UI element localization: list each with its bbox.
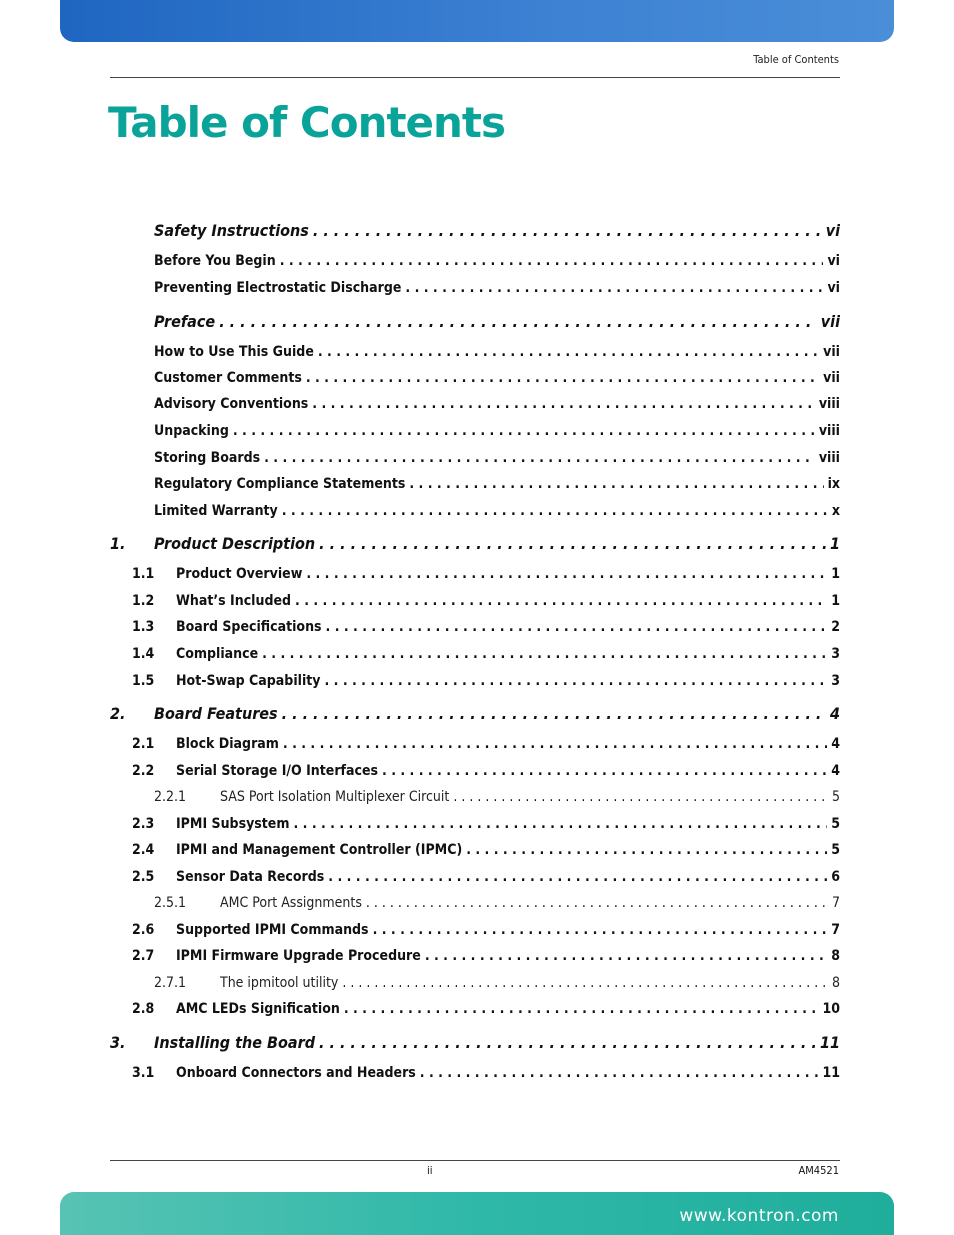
toc-entry-page: 7 (831, 895, 840, 911)
toc-entry-page: 6 (831, 869, 840, 885)
toc-entry-title: AMC Port Assignments (220, 895, 362, 911)
toc-entry-page: 10 (822, 1001, 840, 1017)
toc-entry-page: vi (825, 221, 840, 240)
toc-entry[interactable] (110, 842, 840, 858)
toc-entry-title: Board Specifications (176, 619, 322, 635)
toc-entry-title: Advisory Conventions (154, 396, 309, 412)
toc-entry-number: 1.5 (132, 673, 155, 689)
toc-leader-dots (326, 619, 828, 635)
toc-entry[interactable] (110, 396, 840, 412)
toc-entry-title: What’s Included (176, 593, 292, 609)
toc-leader-dots (366, 895, 828, 911)
toc-entry-page: vii (820, 312, 840, 331)
toc-entry-page: 3 (831, 646, 840, 662)
toc-entry[interactable] (110, 704, 840, 723)
toc-entry[interactable] (110, 534, 840, 553)
toc-entry-number: 3.1 (132, 1065, 155, 1081)
toc-entry-title: Block Diagram (176, 736, 279, 752)
toc-entry-number: 2.1 (132, 736, 155, 752)
toc-entry-page: 1 (831, 593, 840, 609)
toc-entry[interactable] (110, 312, 840, 331)
toc-entry[interactable] (110, 948, 840, 964)
toc-entry[interactable] (110, 895, 840, 911)
toc-entry-page: 1 (831, 566, 840, 582)
toc-entry[interactable] (110, 370, 840, 386)
toc-entry[interactable] (110, 566, 840, 582)
toc-entry[interactable] (110, 450, 840, 466)
toc-leader-dots (219, 312, 817, 331)
toc-entry-title: Preface (154, 312, 216, 331)
header-band (60, 0, 894, 42)
toc-leader-dots (420, 1065, 819, 1081)
toc-entry-page: 11 (822, 1065, 840, 1081)
toc-leader-dots (325, 673, 828, 689)
running-header: Table of Contents (753, 53, 839, 66)
toc-leader-dots (312, 396, 815, 412)
toc-entry-number: 1.2 (132, 593, 155, 609)
toc-entry[interactable] (110, 253, 840, 269)
toc-entry-title: The ipmitool utility (220, 975, 339, 991)
toc-leader-dots (306, 566, 827, 582)
toc-entry-number: 3. (110, 1033, 126, 1052)
toc-leader-dots (344, 1001, 819, 1017)
toc-entry-page: ix (827, 476, 840, 492)
toc-entry-title: IPMI and Management Controller (IPMC) (176, 842, 463, 858)
toc-entry-page: 11 (819, 1033, 840, 1052)
toc-entry-title: Compliance (176, 646, 259, 662)
toc-entry-number: 2.2 (132, 763, 155, 779)
toc-leader-dots (373, 922, 828, 938)
toc-entry[interactable] (110, 869, 840, 885)
toc-entry-title: Safety Instructions (154, 221, 309, 240)
toc-leader-dots (319, 534, 826, 553)
toc-entry-title: Regulatory Compliance Statements (154, 476, 406, 492)
toc-leader-dots (280, 253, 824, 269)
toc-entry[interactable] (110, 789, 840, 805)
header-rule (110, 77, 840, 78)
toc-leader-dots (453, 789, 828, 805)
toc-entry-title: Serial Storage I/O Interfaces (176, 763, 379, 779)
toc-entry-number: 2.5 (132, 869, 155, 885)
toc-entry-title: Board Features (154, 704, 278, 723)
toc-entry-page: x (831, 503, 840, 519)
toc-entry-title: IPMI Firmware Upgrade Procedure (176, 948, 421, 964)
toc-entry[interactable] (110, 646, 840, 662)
toc-entry-title: Before You Begin (154, 253, 276, 269)
toc-leader-dots (282, 503, 828, 519)
toc-entry-title: Product Overview (176, 566, 303, 582)
toc-entry-page: 4 (831, 763, 840, 779)
toc-entry-title: Installing the Board (154, 1033, 315, 1052)
toc-entry-number: 1.1 (132, 566, 155, 582)
toc-entry[interactable] (110, 1033, 840, 1052)
toc-entry-page: 3 (831, 673, 840, 689)
toc-entry-number: 2.7.1 (154, 975, 187, 991)
toc-entry-number: 2.7 (132, 948, 155, 964)
toc-leader-dots (342, 975, 828, 991)
toc-leader-dots (293, 816, 827, 832)
toc-leader-dots (295, 593, 827, 609)
toc-entry-page: 2 (831, 619, 840, 635)
toc-leader-dots (318, 344, 819, 360)
footer-rule (110, 1160, 840, 1161)
page-title: Table of Contents (108, 98, 506, 147)
toc-entry-title: Supported IPMI Commands (176, 922, 369, 938)
toc-entry-page: 5 (831, 842, 840, 858)
toc-entry[interactable] (110, 344, 840, 360)
toc-entry-title: AMC LEDs Signification (176, 1001, 340, 1017)
toc-entry[interactable] (110, 816, 840, 832)
toc-entry-page: 8 (831, 948, 840, 964)
toc-entry-page: 5 (831, 789, 840, 805)
toc-entry[interactable] (110, 975, 840, 991)
toc-entry[interactable] (110, 763, 840, 779)
toc-entry[interactable] (110, 673, 840, 689)
toc-entry-number: 1.4 (132, 646, 155, 662)
toc-entry-page: vii (823, 370, 840, 386)
toc-entry-page: 7 (831, 922, 840, 938)
toc-entry[interactable] (110, 221, 840, 240)
toc-entry-number: 2.2.1 (154, 789, 187, 805)
toc-entry-page: 1 (829, 534, 840, 553)
toc-entry[interactable] (110, 619, 840, 635)
toc-entry[interactable] (110, 476, 840, 492)
toc-entry[interactable] (110, 280, 840, 296)
toc-entry[interactable] (110, 1001, 840, 1017)
toc-leader-dots (328, 869, 827, 885)
toc-entry-title: Hot-Swap Capability (176, 673, 321, 689)
toc-entry-page: viii (818, 450, 840, 466)
toc-leader-dots (382, 763, 827, 779)
toc-entry-number: 2.4 (132, 842, 155, 858)
toc-entry[interactable] (110, 922, 840, 938)
toc-entry-title: SAS Port Isolation Multiplexer Circuit (220, 789, 450, 805)
toc-entry-title: How to Use This Guide (154, 344, 314, 360)
toc-leader-dots (283, 736, 827, 752)
toc-leader-dots (233, 423, 815, 439)
toc-entry-title: Customer Comments (154, 370, 302, 386)
footer-page-number: ii (427, 1164, 433, 1177)
toc-leader-dots (466, 842, 827, 858)
toc-entry[interactable] (110, 593, 840, 609)
toc-entry-page: 4 (829, 704, 840, 723)
footer-document-id: AM4521 (798, 1164, 839, 1177)
toc-entry-title: Preventing Electrostatic Discharge (154, 280, 402, 296)
toc-entry-number: 2.3 (132, 816, 155, 832)
toc-entry[interactable] (110, 423, 840, 439)
toc-leader-dots (282, 704, 826, 723)
toc-entry-page: 5 (831, 816, 840, 832)
toc-entry-title: Storing Boards (154, 450, 261, 466)
toc-entry-page: viii (818, 396, 840, 412)
toc-entry-title: Limited Warranty (154, 503, 278, 519)
toc-leader-dots (262, 646, 827, 662)
toc-entry-page: vi (827, 280, 840, 296)
toc-leader-dots (405, 280, 823, 296)
toc-entry-page: 4 (831, 736, 840, 752)
toc-entry[interactable] (110, 1065, 840, 1081)
toc-leader-dots (264, 450, 815, 466)
toc-entry-page: viii (818, 423, 840, 439)
toc-leader-dots (425, 948, 827, 964)
toc-entry-number: 2. (110, 704, 126, 723)
toc-entry-page: vi (827, 253, 840, 269)
toc-entry-number: 2.8 (132, 1001, 155, 1017)
toc-entry-title: Sensor Data Records (176, 869, 325, 885)
toc-leader-dots (306, 370, 819, 386)
website-link[interactable]: www.kontron.com (679, 1206, 839, 1226)
toc-entry[interactable] (110, 503, 840, 519)
toc-entry-page: 8 (831, 975, 840, 991)
toc-leader-dots (319, 1033, 816, 1052)
toc-leader-dots (313, 221, 822, 240)
toc-entry-number: 2.6 (132, 922, 155, 938)
toc-entry-page: vii (823, 344, 840, 360)
toc-entry[interactable] (110, 736, 840, 752)
toc-entry-title: IPMI Subsystem (176, 816, 290, 832)
toc-entry-title: Unpacking (154, 423, 229, 439)
toc-leader-dots (409, 476, 823, 492)
toc-entry-number: 1.3 (132, 619, 155, 635)
toc-entry-title: Onboard Connectors and Headers (176, 1065, 416, 1081)
toc-entry-title: Product Description (154, 534, 316, 553)
toc-entry-number: 1. (110, 534, 126, 553)
toc-entry-number: 2.5.1 (154, 895, 187, 911)
